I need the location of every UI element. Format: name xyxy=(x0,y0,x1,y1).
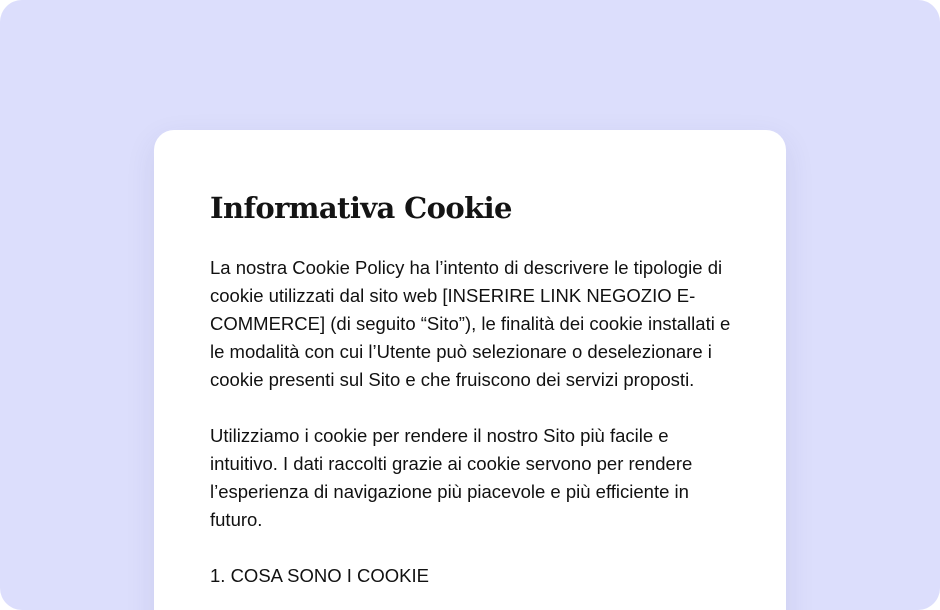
section-heading-what-are-cookies: 1. COSA SONO I COOKIE xyxy=(210,565,429,586)
cookie-policy-card[interactable] xyxy=(154,130,786,610)
page-title: Informativa Cookie xyxy=(210,191,512,225)
intro-paragraph: La nostra Cookie Policy ha l’intento di descrivere le tipologie di cookie utilizzati dal sito web [INSERIRE LINK NEGOZIO E-COMMERCE] (di seguito “Sito”), le finalità dei cookie installati e le modalità con cui l’Utente può selezionare o deselezionare i cookie presenti sul Sito e che fruiscono dei servizi proposti. xyxy=(210,257,731,390)
cookie-usage-paragraph: Utilizziamo i cookie per rendere il nostro Sito più facile e intuitivo. I dati raccolti grazie ai cookie servono per rendere l’esperienza di navigazione più piacevole e più efficiente in futuro. xyxy=(210,425,693,530)
